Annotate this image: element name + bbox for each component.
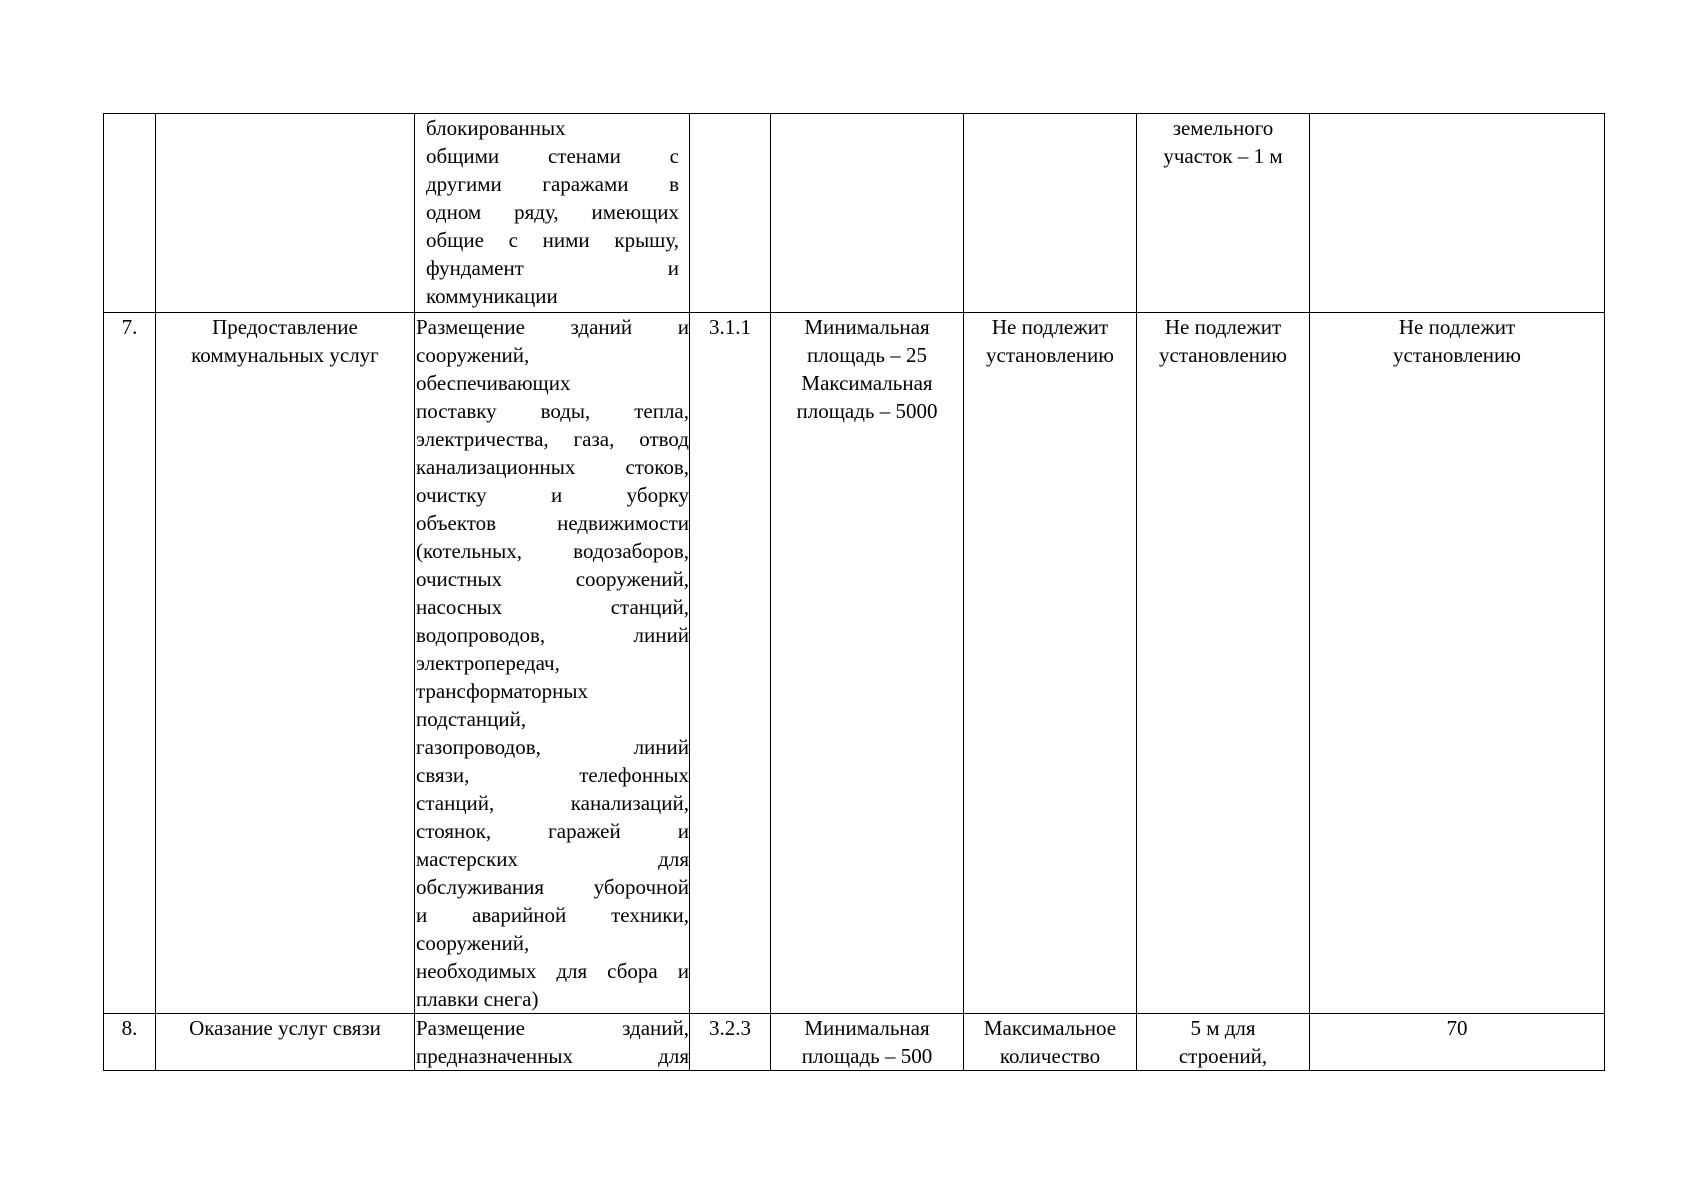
description-line: плавки снега) [416,987,539,1011]
use-description-cell [415,114,690,313]
classifier-code-cell: 3.1.1 [690,313,771,1014]
description-line: другими гаражами в [426,172,679,196]
setback-cell: 5 м для строений, [1137,1014,1310,1071]
description-line: мастерских для [416,847,689,871]
description-line: трансформаторных [416,679,589,703]
description-line: газопроводов, линий [416,735,689,759]
use-name-cell: Оказание услуг связи [156,1014,415,1071]
use-description-cell [415,1014,690,1071]
plot-area-cell: Минимальная площадь – 25 Максимальная площадь – 5000 [771,313,964,1014]
description-line: сооружений, [416,931,530,955]
use-description-cell [415,313,690,1014]
description-line: Размещение зданий, [416,1016,689,1040]
table-row [104,1014,1605,1071]
row-number-cell: 8. [104,1014,156,1071]
description-line: электричества, газа, отвод [416,427,689,451]
description-line: одном ряду, имеющих [426,200,679,224]
description-line: фундамент и [426,256,679,280]
table-row [104,313,1605,1014]
setback-cell: Не подлежит установлению [1137,313,1310,1014]
description-line: канализационных стоков, [416,455,689,479]
description-line: блокированных [426,116,566,140]
description-line: связи, телефонных [416,763,689,787]
row-number-cell: 7. [104,313,156,1014]
description-line: очистных сооружений, [416,567,689,591]
floors-cell [964,114,1137,313]
classifier-code-cell [690,114,771,313]
classifier-code-cell: 3.2.3 [690,1014,771,1071]
description-line: предназначенных для [416,1044,689,1068]
description-line: необходимых для сбора и [416,959,689,983]
use-name-cell [156,114,415,313]
description-line: и аварийной техники, [416,903,689,927]
description-line: очистку и уборку [416,483,689,507]
setback-cell: земельного участок – 1 м [1137,114,1310,313]
description-line: поставку воды, тепла, [416,399,689,423]
row-number-cell [104,114,156,313]
coverage-cell: 70 [1310,1014,1605,1071]
plot-area-cell: Минимальная площадь – 500 [771,1014,964,1071]
description-line: электропередач, [416,651,560,675]
description-line: Размещение зданий и [416,315,689,339]
description-line: коммуникации [426,284,558,308]
description-line: станций, канализаций, [416,791,689,815]
description-line: объектов недвижимости [416,511,689,535]
description-line: подстанций, [416,707,527,731]
plot-area-cell [771,114,964,313]
use-name-cell: Предоставление коммунальных услуг [156,313,415,1014]
description-line: обеспечивающих [416,371,571,395]
description-line: насосных станций, [416,595,689,619]
land-use-regulations-table [103,113,1605,1071]
description-line: общими стенами с [426,144,679,168]
table-row [104,114,1605,313]
floors-cell: Не подлежит установлению [964,313,1137,1014]
description-line: (котельных, водозаборов, [416,539,689,563]
coverage-cell [1310,114,1605,313]
description-line: обслуживания уборочной [416,875,689,899]
description-line: стоянок, гаражей и [416,819,689,843]
coverage-cell: Не подлежит установлению [1310,313,1605,1014]
description-line: общие с ними крышу, [426,228,679,252]
description-line: сооружений, [416,343,530,367]
description-line: водопроводов, линий [416,623,689,647]
floors-cell: Максимальное количество [964,1014,1137,1071]
